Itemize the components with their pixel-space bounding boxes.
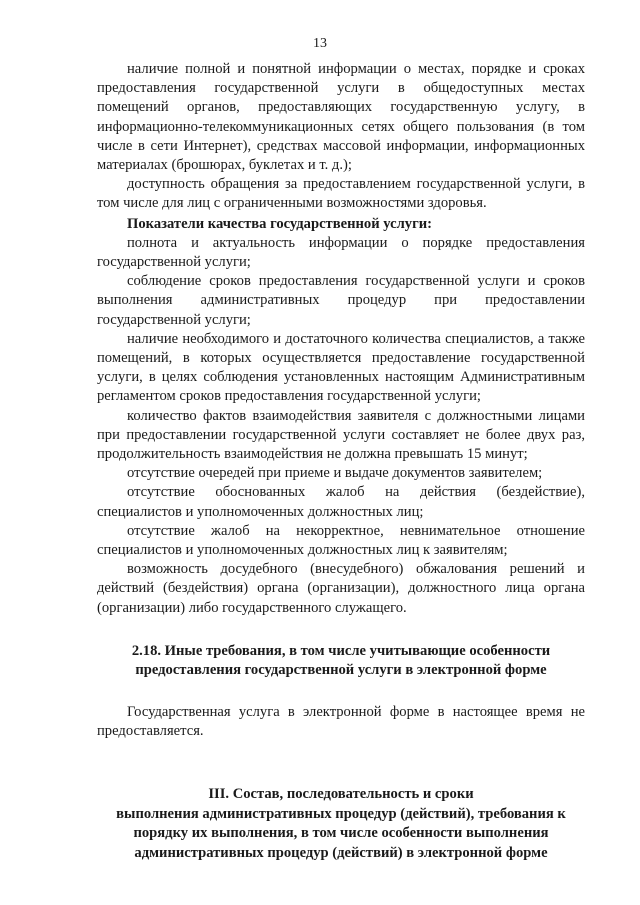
- paragraph-interactions: количество фактов взаимодействия заявителя с должностными лицами при предоставлении государственной услуги составляет не более двух раз, продолжительность взаимодействия не должна превышать 15 минут;: [97, 407, 585, 463]
- quality-indicators-heading: Показатели качества государственной услуги:: [127, 215, 432, 232]
- paragraph-no-queues: отсутствие очередей при приеме и выдаче документов заявителем;: [127, 465, 543, 482]
- paragraph-completeness: полнота и актуальность информации о порядке предоставления государственной услуги;: [97, 234, 585, 271]
- section-3-heading-line3: порядку их выполнения, в том числе особенности выполнения: [133, 825, 549, 842]
- paragraph-staff-premises: наличие необходимого и достаточного количества специалистов, а также помещений, в которых осуществляется предоставление государственной услуги, в целях соблюдения установленных настоящим Административным регламентом сроков предоставления государственной услуги;: [97, 330, 585, 405]
- section-2-18-body: Государственная услуга в электронной форме в настоящее время не предоставляется.: [97, 703, 585, 740]
- paragraph-no-incorrect-attitude: отсутствие жалоб на некорректное, невнимательное отношение специалистов и уполномоченных должностных лиц к заявителям;: [97, 522, 585, 559]
- document-body: [97, 60, 585, 863]
- paragraph-info-availability: наличие полной и понятной информации о местах, порядке и сроках предоставления государственной услуги в общедоступных местах помещений органов, предоставляющих государственную услугу, в информационно-телекоммуникационных сетях общего пользования (в том числе в сети Интернет), средствах массовой информации, информационных материалах (брошюрах, буклетах и т. д.);: [97, 61, 585, 174]
- paragraph-deadlines: соблюдение сроков предоставления государственной услуги и сроков выполнения административных процедур при предоставлении государственной услуги;: [97, 273, 585, 328]
- paragraph-accessibility: доступность обращения за предоставлением государственной услуги, в том числе для лиц с ограниченными возможностями здоровья.: [97, 176, 585, 212]
- page-number: 13: [313, 36, 327, 51]
- section-3-heading-line2: выполнения административных процедур (действий), требования к: [116, 805, 566, 822]
- paragraph-appeal: возможность досудебного (внесудебного) обжалования решений и действий (бездействия) органа (организации), должностного лица органа (организации) либо государственного служащего.: [97, 561, 585, 616]
- section-3-heading-line1: III. Состав, последовательность и сроки: [208, 786, 474, 803]
- section-2-18-heading-line1: 2.18. Иные требования, в том числе учитывающие особенности: [131, 642, 551, 659]
- section-3-heading-line4: административных процедур (действий) в электронной форме: [134, 844, 548, 861]
- section-2-18-heading-line2: предоставления государственной услуги в электронной форме: [135, 662, 547, 679]
- paragraph-no-complaints: отсутствие обоснованных жалоб на действия (бездействие), специалистов и уполномоченных должностных лиц;: [97, 484, 585, 520]
